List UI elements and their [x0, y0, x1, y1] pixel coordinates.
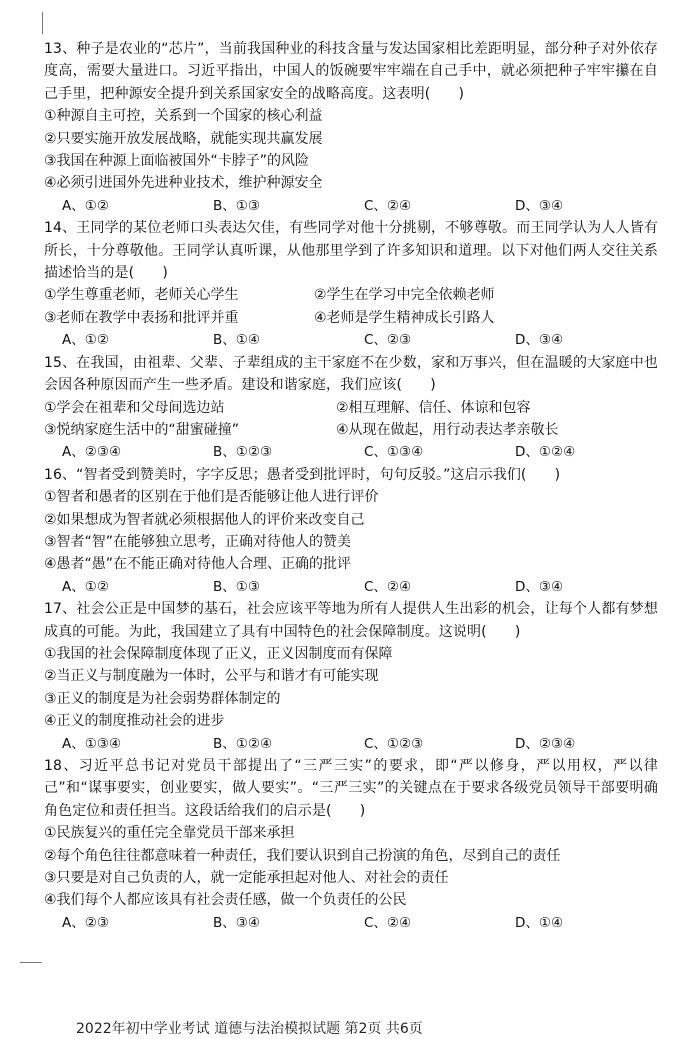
choice-c: C、②④: [364, 197, 412, 214]
option-2: ②只要实施开放发展战略，就能实现共赢发展: [44, 130, 323, 147]
option-row: [44, 397, 658, 419]
option-1: ①种源自主可控，关系到一个国家的核心利益: [44, 108, 323, 125]
choice-d: D、②③④: [515, 735, 576, 752]
option-2: ②相互理解、信任、体谅和包容: [336, 399, 531, 416]
answer-choices: [44, 329, 658, 351]
question-17: [44, 598, 658, 755]
choice-b: B、③④: [213, 914, 260, 931]
answer-choices: [44, 441, 658, 463]
choice-a: A、②③④: [62, 444, 122, 461]
option-3: ③悦纳家庭生活中的“甜蜜碰撞”: [44, 421, 240, 438]
question-stem: 13、种子是农业的“芯片”，当前我国种业的科技含量与发达国家相比差距明显，部分种子对外依存度高，需要大量进口。习近平指出，中国人的饭碗要牢牢端在自己手中，就必须把种子牢牢攥在自己手里，把种源安全提升到关系国家安全的战略高度。这表明( ): [44, 41, 658, 102]
choice-c: C、②④: [364, 578, 412, 595]
option-1: ①民族复兴的重任完全靠党员干部来承担: [44, 825, 295, 842]
question-14: [44, 217, 658, 351]
option-row: [44, 284, 658, 306]
choice-d: D、①②④: [515, 444, 576, 461]
option-4: ④我们每个人都应该具有社会责任感，做一个负责任的公民: [44, 892, 407, 909]
question-15: [44, 352, 658, 464]
choice-a: A、①②: [62, 332, 109, 349]
choice-d: D、③④: [515, 332, 564, 349]
binding-mark-top: [42, 12, 43, 34]
option-row: [44, 307, 658, 329]
question-stem: 18、习近平总书记对党员干部提出了“三严三实”的要求，即“严以修身，严以用权，严以律己”和“谋事要实，创业要实，做人要实”。“三严三实”的关键点在于要求各级党员领导干部要明确角色定位和责任担当。这段话给我们的启示是( ): [44, 758, 658, 819]
choice-b: B、①③: [213, 578, 260, 595]
option-3: ③我国在种源上面临被国外“卡脖子”的风险: [44, 153, 310, 170]
option-2: ②每个角色往往都意味着一种责任，我们要认识到自己扮演的角色，尽到自己的责任: [44, 847, 561, 864]
question-stem: 15、在我国，由祖辈、父辈、子辈组成的主干家庭不在少数，家和万事兴，但在温暖的大家庭中也会因各种原因而产生一些矛盾。建设和谐家庭，我们应该( ): [44, 354, 658, 394]
question-stem: 14、王同学的某位老师口头表达欠佳，有些同学对他十分挑剔，不够尊敬。而王同学认为人人皆有所长，十分尊敬他。王同学认真听课，从他那里学到了许多知识和道理。以下对他们两人交往关系描述恰当的是( ): [44, 220, 658, 282]
answer-choices: [44, 912, 658, 934]
binding-mark-bottom: [20, 962, 42, 963]
option-3: ③老师在教学中表扬和批评并重: [44, 309, 239, 326]
question-16: [44, 464, 658, 598]
choice-a: A、①②: [62, 197, 109, 214]
question-list: [44, 38, 658, 934]
choice-a: A、①③④: [62, 735, 122, 752]
question-13: [44, 38, 658, 217]
choice-c: C、①③④: [364, 444, 424, 461]
option-4: ④愚者“愚”在不能正确对待他人合理、正确的批评: [44, 556, 352, 573]
option-4: ④老师是学生精神成长引路人: [314, 309, 495, 326]
option-2: ②如果想成为智者就必须根据他人的评价来改变自己: [44, 511, 365, 528]
choice-d: D、①④: [515, 914, 564, 931]
choice-b: B、①④: [213, 332, 260, 349]
choice-c: C、①②③: [364, 735, 424, 752]
choice-c: C、②④: [364, 914, 412, 931]
answer-choices: [44, 576, 658, 598]
page-footer: 2022年初中学业考试 道德与法治模拟试题 第2页 共6页: [76, 1021, 423, 1037]
option-3: ③正义的制度是为社会弱势群体制定的: [44, 690, 281, 707]
question-stem: 16、“智者受到赞美时，字字反思；愚者受到批评时，句句反驳。”这启示我们( ): [44, 466, 561, 483]
option-2: ②当正义与制度融为一体时，公平与和谐才有可能实现: [44, 668, 379, 685]
option-2: ②学生在学习中完全依赖老师: [314, 287, 495, 304]
option-4: ④从现在做起，用行动表达孝亲敬长: [336, 421, 559, 438]
option-1: ①学生尊重老师，老师关心学生: [44, 287, 239, 304]
option-4: ④必须引进国外先进种业技术，维护种源安全: [44, 175, 323, 192]
choice-a: A、①②: [62, 578, 109, 595]
option-row: [44, 419, 658, 441]
choice-d: D、③④: [515, 197, 564, 214]
question-stem: 17、社会公正是中国梦的基石，社会应该平等地为所有人提供人生出彩的机会，让每个人都有梦想成真的可能。为此，我国建立了具有中国特色的社会保障制度。这说明( ): [44, 601, 658, 640]
option-1: ①智者和愚者的区别在于他们是否能够让他人进行评价: [44, 489, 379, 506]
option-1: ①学会在祖辈和父母间选边站: [44, 399, 225, 416]
choice-b: B、①②④: [213, 735, 273, 752]
question-18: [44, 755, 658, 934]
choice-b: B、①②③: [213, 444, 273, 461]
option-4: ④正义的制度推动社会的进步: [44, 713, 225, 730]
choice-d: D、③④: [515, 578, 564, 595]
answer-choices: [44, 195, 658, 217]
answer-choices: [44, 733, 658, 755]
option-3: ③只要是对自己负责的人，就一定能承担起对他人、对社会的责任: [44, 870, 449, 887]
option-1: ①我国的社会保障制度体现了正义，正义因制度而有保障: [44, 645, 393, 662]
option-3: ③智者“智”在能够独立思考，正确对待他人的赞美: [44, 533, 352, 550]
choice-a: A、②③: [62, 914, 109, 931]
choice-b: B、①③: [213, 197, 260, 214]
choice-c: C、②③: [364, 332, 412, 349]
